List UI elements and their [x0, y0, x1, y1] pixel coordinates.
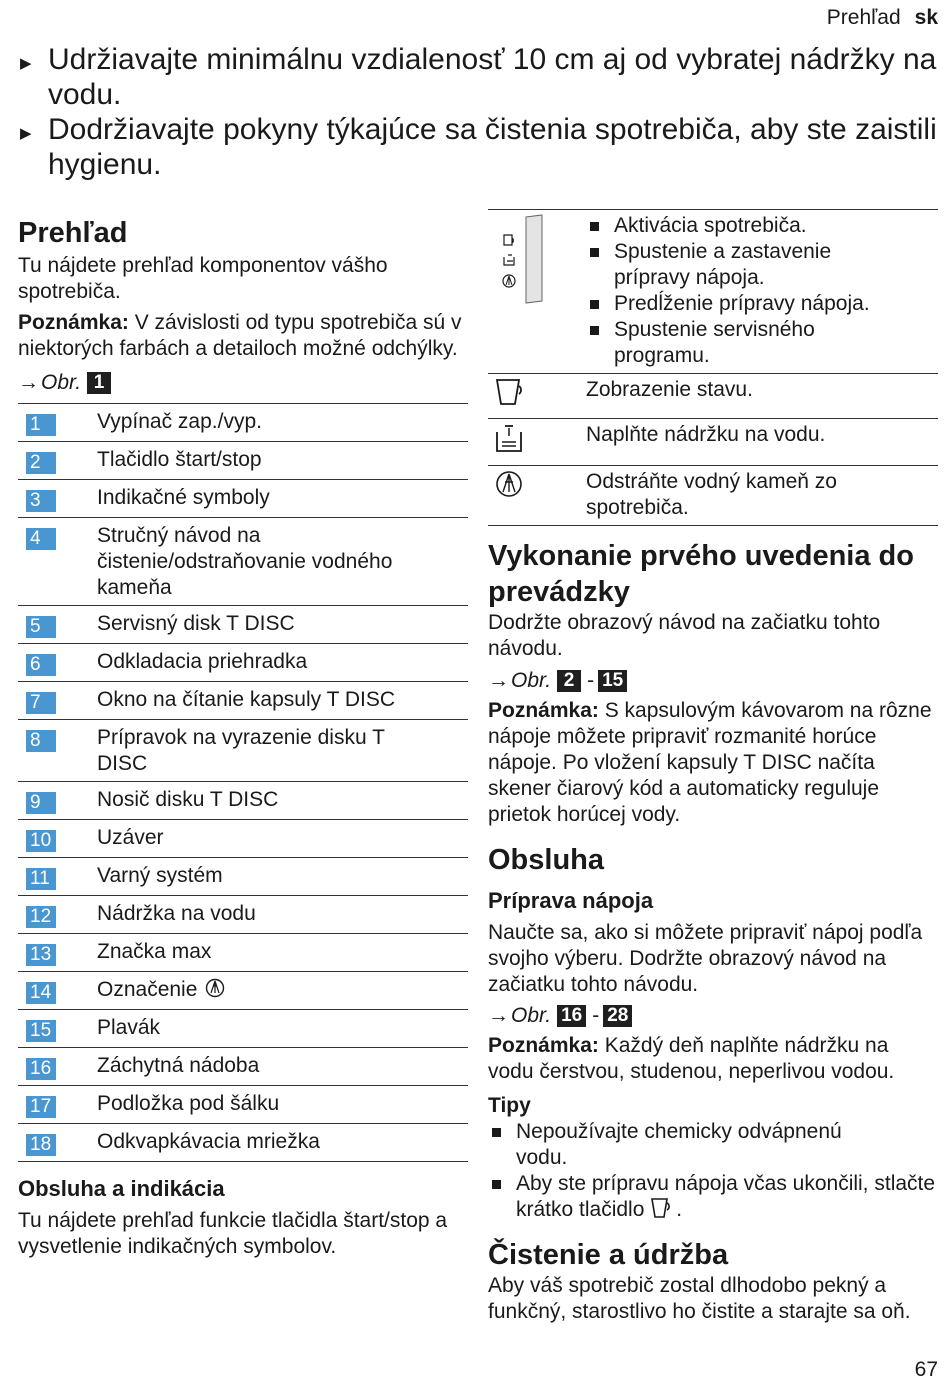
- list-item: Aktivácia spotrebiča.: [586, 213, 938, 239]
- table-row: [18, 606, 468, 644]
- first-use-text: Dodržte obrazový návod na začiatku tohto návodu.: [488, 611, 881, 660]
- table-row: [18, 858, 468, 896]
- component-name: Vypínač zap./vyp.: [97, 410, 262, 433]
- component-name: Servisný disk T DISC: [97, 612, 295, 635]
- component-name: Tlačidlo štart/stop: [97, 448, 262, 471]
- table-row: [18, 682, 468, 720]
- component-number: 6: [26, 654, 56, 676]
- component-number: 2: [26, 452, 56, 474]
- figure-number: 15: [598, 670, 627, 692]
- figure-label: Obr.: [41, 371, 82, 394]
- component-number: 3: [26, 490, 56, 512]
- tips-list: [488, 1119, 938, 1223]
- component-number: 10: [26, 830, 56, 852]
- figure-reference: [18, 370, 468, 396]
- component-number: 16: [26, 1058, 56, 1080]
- figure-reference: [488, 668, 938, 694]
- component-number: 4: [26, 528, 56, 550]
- note-text: S kapsulovým kávovarom na rôzne nápoje môžete pripraviť rozmanité horúce nápoje. Po vložení kapsuly T DISC načíta skener čiarový kód a automaticky reguluje prietok horúcej vody.: [488, 699, 932, 826]
- component-name: Indikačné symboly: [97, 486, 270, 509]
- table-row: [488, 374, 938, 419]
- figure-reference: [488, 1003, 938, 1029]
- component-name: Uzáver: [97, 826, 164, 849]
- tips-title: Tipy: [488, 1094, 531, 1117]
- component-name: Stručný návod na čistenie/odstraňovanie vodného kameňa: [97, 524, 393, 599]
- first-use-note: [488, 698, 938, 828]
- left-column: [18, 215, 468, 1260]
- table-row: [488, 419, 938, 466]
- component-name: Značka max: [97, 940, 212, 963]
- operation-display-text: Tu nájdete prehľad funkcie tlačidla štart/stop a vysvetlenie indikačných symbolov.: [18, 1209, 448, 1258]
- list-item: [488, 1171, 938, 1223]
- drink-preparation-title: Príprava nápoja: [488, 888, 654, 913]
- descale-icon: [205, 977, 225, 999]
- note-text: Každý deň naplňte nádržku na vodu čerstvou, studenou, neperlivou vodou.: [488, 1034, 895, 1083]
- table-row: [18, 1086, 468, 1124]
- component-number: 14: [26, 982, 56, 1004]
- component-name: Podložka pod šálku: [97, 1092, 280, 1115]
- component-number: 15: [26, 1020, 56, 1042]
- figure-label: Obr.: [511, 1004, 552, 1027]
- component-number: 11: [26, 868, 56, 890]
- operation-title: Obsluha: [488, 844, 605, 876]
- safety-bullets: [18, 42, 938, 182]
- component-name: Okno na čítanie kapsuly T DISC: [97, 688, 396, 711]
- table-row: [18, 896, 468, 934]
- list-item: Nepoužívajte chemicky odvápnenú vodu.: [488, 1119, 938, 1171]
- figure-number: 28: [603, 1005, 632, 1027]
- header-language: sk: [914, 6, 938, 29]
- page-header: [827, 6, 938, 30]
- header-section: Prehľad: [826, 6, 901, 29]
- table-row: [18, 1124, 468, 1162]
- safety-bullet: ▶ Udržiavajte minimálnu vzdialenosť 10 cm aj od vybratej nádržky na vodu.: [18, 42, 938, 112]
- table-row: [18, 480, 468, 518]
- component-name: Nádržka na vodu: [97, 902, 256, 925]
- tip-text-end: .: [676, 1198, 683, 1221]
- component-name: [97, 977, 468, 1003]
- cup-status-icon: [494, 377, 530, 407]
- components-table: [18, 403, 468, 1162]
- component-number: 12: [26, 906, 56, 928]
- table-row: [488, 466, 938, 526]
- overview-intro: Tu nájdete prehľad komponentov vášho spotrebiča.: [18, 254, 388, 303]
- note-label: Poznámka:: [18, 311, 129, 334]
- figure-range-dash: -: [587, 669, 595, 692]
- drink-preparation-text: Naučte sa, ako si môžete pripraviť nápoj podľa svojho výberu. Dodržte obrazový návod na začiatku tohto návodu.: [488, 921, 923, 996]
- component-name: Nosič disku T DISC: [97, 788, 279, 811]
- component-number: 13: [26, 944, 56, 966]
- component-label: Označenie: [97, 978, 198, 1001]
- table-row: [18, 1010, 468, 1048]
- table-row: [18, 782, 468, 820]
- right-column: [488, 209, 938, 1325]
- control-panel-icon: [494, 213, 544, 305]
- status-description: Zobrazenie stavu.: [586, 378, 753, 401]
- component-name: Plavák: [97, 1016, 161, 1039]
- component-number: 1: [26, 414, 56, 436]
- table-row: [18, 1048, 468, 1086]
- component-name: Varný systém: [97, 864, 223, 887]
- component-number: 17: [26, 1096, 56, 1118]
- table-row: [18, 404, 468, 442]
- arrow-icon: →: [488, 669, 509, 692]
- figure-number: 1: [87, 372, 111, 394]
- tip-text: Aby ste prípravu nápoja včas ukončili, stlačte krátko tlačidlo: [516, 1172, 936, 1221]
- safety-bullet: ▶ Dodržiavajte pokyny týkajúce sa čistenia spotrebiča, aby ste zaistili hygienu.: [18, 112, 938, 182]
- cup-button-icon: [650, 1197, 676, 1219]
- note-label: Poznámka:: [488, 699, 599, 722]
- table-row: [18, 972, 468, 1010]
- component-number: 7: [26, 692, 56, 714]
- symbols-table: [488, 209, 938, 526]
- figure-label: Obr.: [511, 669, 552, 692]
- operation-note: [488, 1033, 938, 1085]
- table-row: [18, 934, 468, 972]
- table-row: [18, 442, 468, 480]
- table-row: [18, 720, 468, 782]
- list-item: Predĺženie prípravy nápoja.: [586, 291, 938, 317]
- page-number: 67: [914, 1358, 938, 1381]
- table-row: [488, 210, 938, 374]
- component-number: 9: [26, 792, 56, 814]
- table-row: [18, 644, 468, 682]
- component-number: 18: [26, 1134, 56, 1156]
- fill-water-description: Naplňte nádržku na vodu.: [586, 423, 826, 446]
- note-label: Poznámka:: [488, 1034, 599, 1057]
- list-item: Spustenie servisného programu.: [586, 317, 938, 369]
- descale-icon: [494, 469, 524, 499]
- arrow-icon: →: [488, 1004, 509, 1027]
- overview-note: [18, 310, 468, 362]
- first-use-title: Vykonanie prvého uvedenia do prevádzky: [488, 540, 914, 608]
- cleaning-title: Čistenie a údržba: [488, 1239, 729, 1271]
- figure-range-dash: -: [592, 1004, 600, 1027]
- list-item: Spustenie a zastavenie prípravy nápoja.: [586, 239, 938, 291]
- overview-title: Prehľad: [18, 217, 128, 249]
- component-name: Prípravok na vyrazenie disku T DISC: [97, 726, 385, 775]
- descale-description: Odstráňte vodný kameň zo spotrebiča.: [586, 470, 837, 519]
- arrow-icon: →: [18, 371, 39, 394]
- table-row: [18, 518, 468, 606]
- start-stop-functions: [586, 213, 938, 369]
- component-name: Odkvapkávacia mriežka: [97, 1130, 320, 1153]
- water-tank-icon: [494, 422, 524, 454]
- note-text: V závislosti od typu spotrebiča sú v niektorých farbách a detailoch možné odchýlky.: [18, 311, 462, 360]
- figure-number: 2: [557, 670, 581, 692]
- component-name: Odkladacia priehradka: [97, 650, 308, 673]
- component-number: 8: [26, 730, 56, 752]
- component-number: 5: [26, 616, 56, 638]
- table-row: [18, 820, 468, 858]
- cleaning-text: Aby váš spotrebič zostal dlhodobo pekný a funkčný, starostlivo ho čistite a starajte sa oň.: [488, 1274, 911, 1323]
- figure-number: 16: [557, 1005, 586, 1027]
- component-name: Záchytná nádoba: [97, 1054, 260, 1077]
- operation-display-title: Obsluha a indikácia: [18, 1176, 225, 1201]
